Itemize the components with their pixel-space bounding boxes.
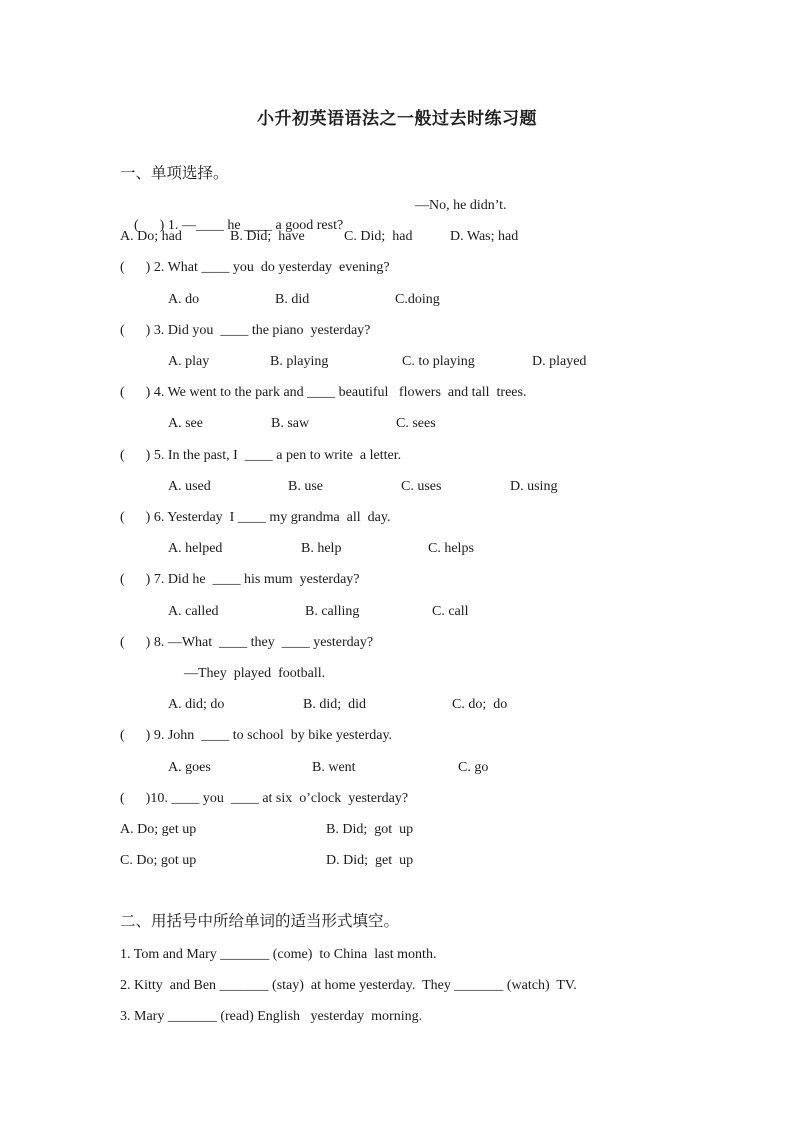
option-b: B. help [301,541,342,556]
option-d: D. played [532,354,587,369]
option-c: C. sees [396,416,436,431]
question-6: ( ) 6. Yesterday I ____ my grandma all day. [120,510,391,525]
question-2-options [168,290,440,310]
question-2: ( ) 2. What ____ you do yesterday evening? [120,260,390,275]
section-heading-fill-in: 二、用括号中所给单词的适当形式填空。 [120,913,400,930]
question-8-options [168,695,508,715]
option-b: B. did; did [303,697,367,712]
option-b: B. use [288,479,323,494]
option-a: A. goes [168,760,211,775]
question-10: ( )10. ____ you ____ at six o’clock yesterday? [120,791,409,806]
option-c: C.doing [395,292,440,307]
question-9-options [168,758,489,778]
option-b: B. went [312,760,356,775]
option-d: D. Was; had [450,229,519,244]
fill-in-item-3: 3. Mary _______ (read) English yesterday morning. [120,1009,423,1024]
option-a: A. used [168,479,211,494]
option-d: D. using [510,479,558,494]
fill-in-item-1: 1. Tom and Mary _______ (come) to China last month. [120,947,437,962]
question-4-options [168,414,436,434]
question-10-options-row-2 [120,851,414,871]
question-4: ( ) 4. We went to the park and ____ beautiful flowers and tall trees. [120,385,527,400]
question-7: ( ) 7. Did he ____ his mum yesterday? [120,572,360,587]
section-heading-multiple-choice: 一、单项选择。 [120,165,229,182]
question-7-options [168,602,469,622]
option-c: C. call [432,604,469,619]
option-c: C. uses [401,479,442,494]
option-b: B. calling [305,604,360,619]
question-1-options [120,227,519,247]
option-a: A. play [168,354,210,369]
option-a: A. did; do [168,697,225,712]
question-reply: —No, he didn’t. [415,198,507,213]
option-a: A. called [168,604,219,619]
option-a: A. Do; had [120,229,182,244]
question-stem: ( ) 1. —____ he ____ a good rest? [134,218,344,233]
question-3: ( ) 3. Did you ____ the piano yesterday? [120,323,371,338]
option-b: B. did [275,292,310,307]
option-d: D. Did; get up [326,853,414,868]
option-c: C. to playing [402,354,475,369]
option-c: C. helps [428,541,474,556]
option-c: C. do; do [452,697,508,712]
option-b: B. Did; have [230,229,305,244]
question-8: ( ) 8. —What ____ they ____ yesterday? [120,635,374,650]
question-5-options [168,477,558,497]
fill-in-item-2: 2. Kitty and Ben _______ (stay) at home yesterday. They _______ (watch) TV. [120,978,577,993]
question-9: ( ) 9. John ____ to school by bike yesterday. [120,728,393,743]
option-a: A. see [168,416,203,431]
question-5: ( ) 5. In the past, I ____ a pen to write a letter. [120,448,402,463]
option-a: A. Do; get up [120,822,197,837]
option-c: C. Did; had [344,229,413,244]
option-c: C. Do; got up [120,853,197,868]
option-a: A. do [168,292,200,307]
option-c: C. go [458,760,489,775]
page-title: 小升初英语语法之一般过去时练习题 [257,109,537,128]
option-b: B. Did; got up [326,822,414,837]
question-1 [120,196,507,233]
option-b: B. saw [271,416,310,431]
option-b: B. playing [270,354,329,369]
question-6-options [168,539,474,559]
question-10-options-row-1 [120,820,414,840]
option-a: A. helped [168,541,223,556]
question-3-options [168,352,587,372]
question-8-reply: —They played football. [184,666,326,681]
